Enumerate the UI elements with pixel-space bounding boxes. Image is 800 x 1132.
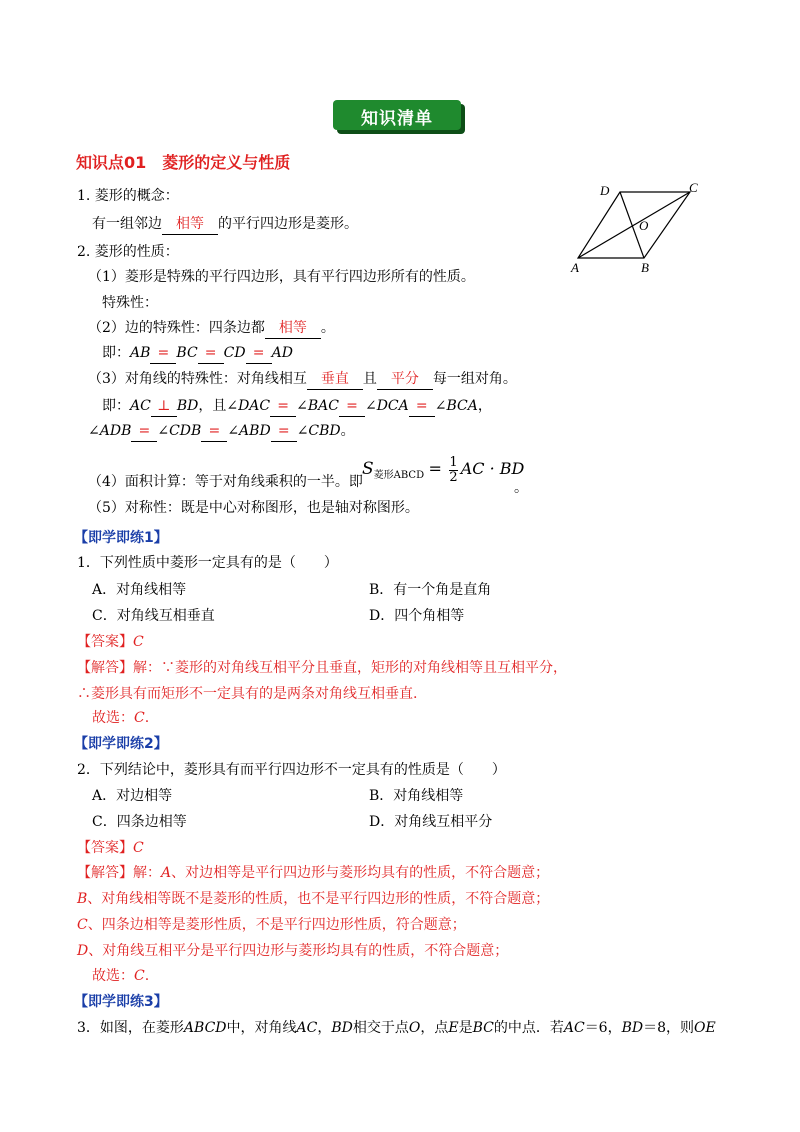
exercise-2-answer <box>77 838 144 858</box>
fill-blank: ⊥ <box>151 396 177 417</box>
text: 、对边相等是平行四边形与菱形均具有的性质，不符合题意； <box>171 865 550 881</box>
segment: BD <box>176 398 199 414</box>
fill-blank: 相等 <box>162 214 218 235</box>
exercise-1-answer <box>77 632 144 652</box>
math: BC <box>472 1020 494 1036</box>
answer-value: C <box>134 710 145 726</box>
special-label: 特殊性： <box>102 295 158 311</box>
area-subscript: 菱形ABCD <box>373 470 425 481</box>
angle: ∠CDB <box>157 423 202 439</box>
text: 。 <box>320 320 335 336</box>
text: ＝8，则 <box>643 1020 695 1036</box>
exercise-1-solution-line-1: 【解答】解：∵菱形的对角线互相平分且垂直，矩形的对角线相等且互相平分， <box>77 660 567 676</box>
text: ，且 <box>198 398 227 414</box>
rhombus-figure <box>568 180 708 276</box>
option-a: A．对角线相等 <box>92 582 187 598</box>
area-rhs: AC · BD <box>460 459 525 478</box>
option-c: C．四条边相等 <box>92 814 187 830</box>
fill-blank: = <box>150 343 176 364</box>
label-a: A <box>571 260 579 275</box>
exercise-2-solution-line-2 <box>77 889 549 909</box>
fill-blank: = <box>198 343 224 364</box>
angle: ∠DAC <box>226 398 271 414</box>
text: ＝6， <box>584 1020 622 1036</box>
exercise-2-solution-line-3 <box>77 915 466 935</box>
numerator: 1 <box>449 454 458 470</box>
text: 【解答】解： <box>77 865 161 881</box>
label-d: D <box>600 183 610 198</box>
text: 的平行四边形是菱形。 <box>218 216 358 232</box>
math: AC <box>296 1020 318 1036</box>
fill-blank: 垂直 <box>307 369 363 390</box>
text: 且 <box>362 371 377 387</box>
option-a: A．对边相等 <box>92 788 173 804</box>
text: 。 <box>340 423 355 439</box>
exercise-1-solution-line-3 <box>92 708 149 728</box>
fill-blank: = <box>339 396 365 417</box>
section-banner <box>333 100 469 136</box>
text: ，点 <box>420 1020 449 1036</box>
math: OE <box>694 1020 716 1036</box>
fill-blank: = <box>270 396 296 417</box>
text: ， <box>317 1020 332 1036</box>
text: 有一组邻边 <box>92 216 162 232</box>
label-b: B <box>641 260 649 275</box>
text: 3．如图，在菱形 <box>77 1020 184 1036</box>
property-4: （4）面积计算：等于对角线乘积的一半。即 <box>88 474 363 490</box>
angle: ∠BCA <box>434 398 478 414</box>
segment: AB <box>130 345 151 361</box>
math: BD <box>621 1020 644 1036</box>
fill-blank: 平分 <box>377 369 433 390</box>
fill-blank: = <box>246 343 272 364</box>
option-d: D．对角线互相平分 <box>369 814 493 830</box>
angle: ∠ABD <box>227 423 271 439</box>
fill-blank: 相等 <box>265 318 321 339</box>
text: 故选： <box>92 710 134 726</box>
property-2-equation <box>102 343 293 364</box>
option-letter: C <box>77 917 88 933</box>
segment: CD <box>223 345 246 361</box>
angle: ∠CBD <box>296 423 341 439</box>
answer-value: C <box>133 840 144 856</box>
banner-text: 知识清单 <box>361 109 433 129</box>
option-b: B．对角线相等 <box>369 788 464 804</box>
area-formula <box>362 454 524 491</box>
text: 是 <box>458 1020 473 1036</box>
math: O <box>408 1020 421 1036</box>
text: 、四条边相等是菱形性质，不是平行四边形性质，符合题意； <box>87 917 466 933</box>
text: 故选： <box>92 968 134 984</box>
fraction <box>449 456 457 485</box>
fill-blank: = <box>131 421 157 442</box>
label-c: C <box>689 180 698 195</box>
angle: ∠DCA <box>364 398 409 414</box>
option-letter: A <box>161 865 172 881</box>
area-end: 。 <box>514 480 528 496</box>
property-2 <box>88 318 335 339</box>
diagonal-ac <box>578 192 690 258</box>
item-1-body <box>92 214 358 235</box>
option-c: C．对角线互相垂直 <box>92 608 215 624</box>
text: 、对角线相等既不是菱形的性质，也不是平行四边形的性质，不符合题意； <box>87 891 550 907</box>
text: 每一组对角。 <box>432 371 517 387</box>
math: BD <box>331 1020 353 1036</box>
option-letter: B <box>77 891 88 907</box>
option-d: D．四个角相等 <box>369 608 465 624</box>
fill-blank: = <box>271 421 297 442</box>
property-1: （1）菱形是特殊的平行四边形，具有平行四边形所有的性质。 <box>88 269 475 285</box>
text: 即： <box>102 398 130 414</box>
angle: ∠BAC <box>296 398 339 414</box>
exercise-3-question <box>77 1018 716 1038</box>
item-1-heading: 1. 菱形的概念： <box>77 188 179 204</box>
label-o: O <box>639 218 649 233</box>
text: （3）对角线的特殊性：对角线相互 <box>88 371 307 387</box>
property-5: （5）对称性：既是中心对称图形，也是轴对称图形。 <box>88 500 419 516</box>
property-3-equation-2 <box>88 421 355 442</box>
exercise-2-solution-line-4 <box>77 941 508 961</box>
exercise-1-question: 1．下列性质中菱形一定具有的是（ ） <box>77 555 338 571</box>
text: 即： <box>102 345 130 361</box>
text: . <box>144 710 150 726</box>
property-3-equation-1 <box>102 396 492 417</box>
text: 相交于点 <box>352 1020 409 1036</box>
answer-value: C <box>134 968 145 984</box>
text: 、对角线互相平分是平行四边形与菱形均具有的性质，不符合题意； <box>88 943 509 959</box>
item-2-heading: 2. 菱形的性质： <box>77 244 179 260</box>
answer-label: 【答案】 <box>77 840 133 856</box>
exercise-2-solution-line-5 <box>92 966 149 986</box>
option-b: B．有一个角是直角 <box>369 582 492 598</box>
exercise-1-title: 【即学即练1】 <box>74 530 168 546</box>
area-symbol: S <box>362 459 374 479</box>
math: AC <box>563 1020 585 1036</box>
answer-label: 【答案】 <box>77 634 133 650</box>
answer-value: C <box>133 634 144 650</box>
denominator: 2 <box>449 469 458 485</box>
text: . <box>144 968 150 984</box>
segment: BC <box>176 345 198 361</box>
text: 的中点．若 <box>493 1020 564 1036</box>
math: E <box>448 1020 459 1036</box>
math: ABCD <box>183 1020 227 1036</box>
equals: = <box>428 459 442 478</box>
segment: AC <box>130 398 151 414</box>
section-title: 知识点01 菱形的定义与性质 <box>76 153 291 172</box>
exercise-2-solution-line-1 <box>77 863 549 883</box>
angle: ∠ADB <box>88 423 132 439</box>
text: 中，对角线 <box>226 1020 297 1036</box>
text: （2）边的特殊性：四条边都 <box>88 320 265 336</box>
exercise-2-title: 【即学即练2】 <box>74 736 168 752</box>
segment: AD <box>271 345 293 361</box>
exercise-2-question: 2．下列结论中，菱形具有而平行四边形不一定具有的性质是（ ） <box>77 762 506 778</box>
exercise-1-solution-line-2: ∴菱形具有而矩形不一定具有的是两条对角线互相垂直. <box>77 686 418 702</box>
exercise-3-title: 【即学即练3】 <box>74 994 168 1010</box>
fill-blank: = <box>201 421 227 442</box>
fill-blank: = <box>409 396 435 417</box>
text: ， <box>477 398 492 414</box>
property-3 <box>88 369 517 390</box>
option-letter: D <box>77 943 89 959</box>
